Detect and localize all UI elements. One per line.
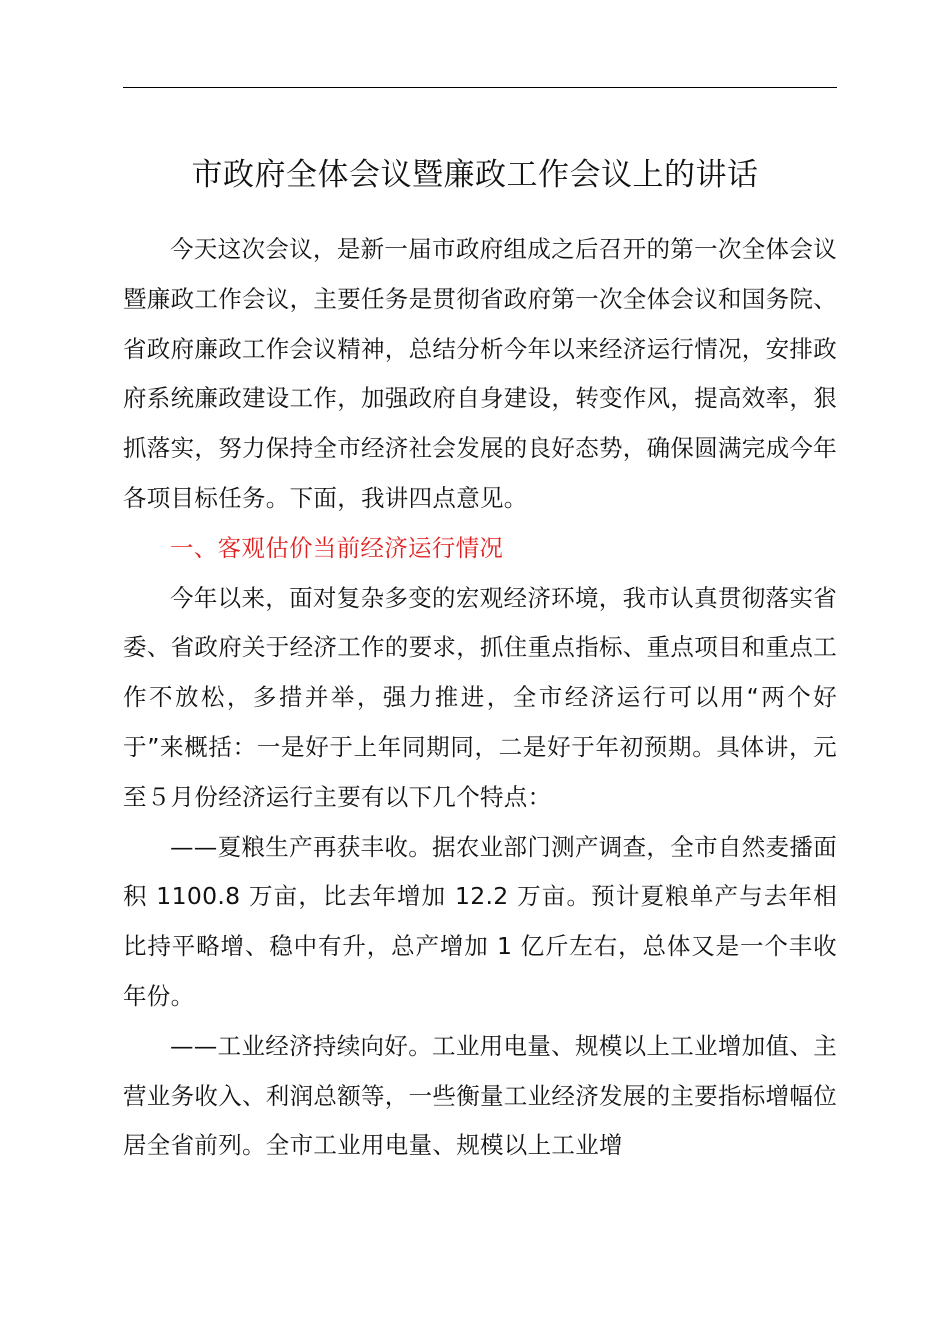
document-body — [123, 225, 837, 1171]
section-paragraph-overview: 今年以来，面对复杂多变的宏观经济环境，我市认真贯彻落实省委、省政府关于经济工作的要求，抓住重点指标、重点项目和重点工作不放松，多措并举，强力推进，全市经济运行可以用“两个好于”来概括：一是好于上年同期同，二是好于年初预期。具体讲，元至５月份经济运行主要有以下几个特点： — [123, 583, 837, 811]
section-heading: 一、客观估价当前经济运行情况 — [170, 533, 504, 562]
document-title: 市政府全体会议暨廉政工作会议上的讲话 — [191, 157, 759, 193]
header-rule — [123, 87, 837, 88]
intro-paragraph: 今天这次会议，是新一届市政府组成之后召开的第一次全体会议暨廉政工作会议，主要任务是贯彻省政府第一次全体会议和国务院、省政府廉政工作会议精神，总结分析今年以来经济运行情况，安排政府系统廉政建设工作，加强政府自身建设，转变作风，提高效率，狠抓落实，努力保持全市经济社会发展的良好态势，确保圆满完成今年各项目标任务。下面，我讲四点意见。 — [123, 235, 837, 512]
section-paragraph-industry: ——工业经济持续向好。工业用电量、规模以上工业增加值、主营业务收入、利润总额等，一些衡量工业经济发展的主要指标增幅位居全省前列。全市工业用电量、规模以上工业增 — [123, 1031, 837, 1160]
section-paragraph-grain: ——夏粮生产再获丰收。据农业部门测产调查，全市自然麦播面积 1100.8 万亩，比去年增加 12.2 万亩。预计夏粮单产与去年相比持平略增、稳中有升，总产增加 1 亿斤左右，总体又是一个丰收年份。 — [123, 832, 837, 1010]
